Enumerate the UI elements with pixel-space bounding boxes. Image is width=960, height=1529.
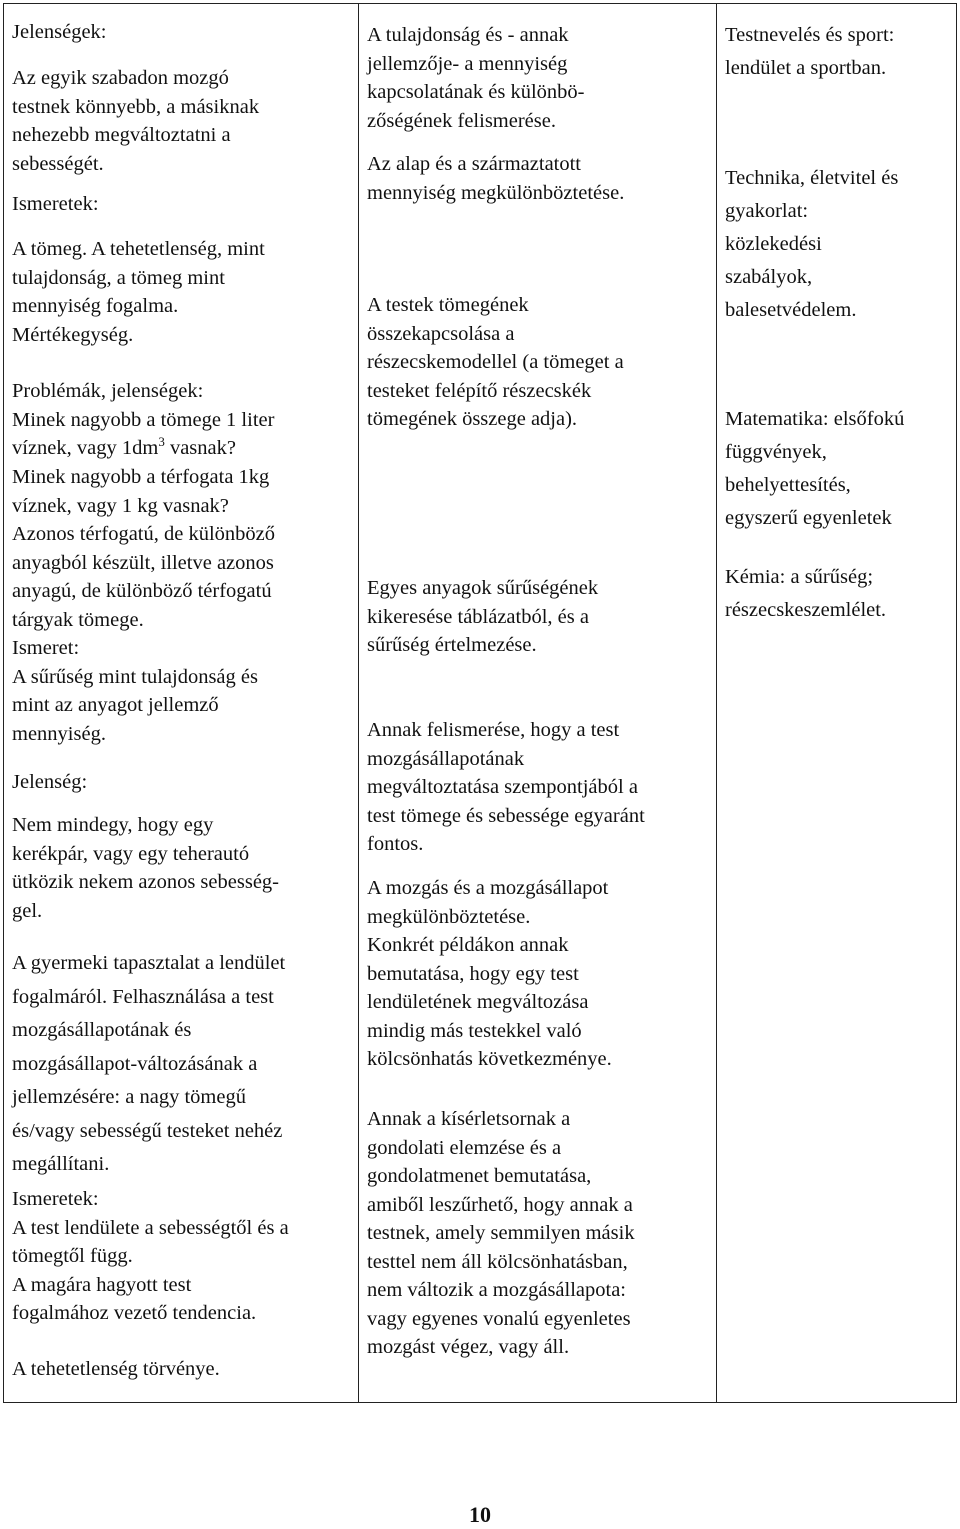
heading-ismeretek: Ismeretek: — [12, 193, 99, 215]
text-block: A tömeg. A tehetetlenség, mint tulajdonság, a tömeg mint mennyiség fogalma. Mértékegység. — [12, 238, 265, 346]
page-number: 10 — [469, 1502, 491, 1527]
text-block: Testnevelés és sport: lendület a sportban. — [725, 24, 895, 79]
text-block: Kémia: a sűrűség; részecskeszemlélet. — [725, 566, 887, 621]
column-phenomena — [4, 4, 359, 1402]
text-segment: víznek, vagy 1dm — [12, 437, 159, 459]
text-block: Matematika: elsőfokú függvények, behelyettesítés, egyszerű egyenletek — [725, 408, 905, 529]
heading-jelensegek: Jelenségek: — [12, 21, 107, 43]
text-block: Minek nagyobb a térfogata 1kg víznek, vagy 1 kg vasnak? Azonos térfogatú, de különböző anyagból készült, illetve azonos anyagú, de különböző térfogatú tárgyak tömege. Ismeret: A sűrűség mint tulajdonság és mint az anyagot jellemző mennyiség. — [12, 466, 276, 745]
text-block: A mozgás és a mozgásállapot megkülönböztetése. Konkrét példákon annak bemutatása, hogy egy test lendületének megváltozása mindig más testekkel való kölcsönhatás következménye. — [367, 877, 612, 1070]
text-line-with-superscript — [12, 434, 357, 463]
column-connections — [717, 4, 956, 1402]
text-block: Egyes anyagok sűrűségének kikeresése táblázatból, és a sűrűség értelmezése. — [367, 577, 599, 656]
text-block: A testek tömegének összekapcsolása a részecskemodellel (a tömeget a testeket felépítő részecskék tömegének összege adja). — [367, 294, 624, 430]
text-block: Ismeretek: A test lendülete a sebességtől és a tömegtől függ. A magára hagyott test fogalmához vezető tendencia. — [12, 1188, 289, 1324]
column-development-goals — [359, 4, 717, 1402]
text-block: A tehetetlenség törvénye. — [12, 1358, 220, 1380]
heading-jelenseg: Jelenség: — [12, 771, 88, 793]
text-block: Technika, életvitel és gyakorlat: közlekedési szabályok, balesetvédelem. — [725, 167, 899, 321]
text-block: A gyermeki tapasztalat a lendület fogalmáról. Felhasználása a test mozgásállapotának és mozgásállapot-változásának a jellemzésére: a nagy tömegű és/vagy sebességű testeket nehéz megállítani. — [12, 952, 286, 1175]
text-block: Nem mindegy, hogy egy kerékpár, vagy egy teherautó ütközik nekem azonos sebesség- gel. — [12, 814, 279, 922]
text-block: Annak a kísérletsornak a gondolati elemzése és a gondolatmenet bemutatása, amiből leszűrhető, hogy annak a testnek, amely semmilyen másik testtel nem áll kölcsönhatásban, nem változik a mozgásállapota: vagy egyenes vonalú egyenletes mozgást végez, vagy áll. — [367, 1108, 635, 1358]
curriculum-table — [3, 3, 957, 1403]
text-block: Az alap és a származtatott mennyiség megkülönböztetése. — [367, 153, 625, 204]
text-block: Annak felismerése, hogy a test mozgásállapotának megváltoztatása szempontjából a test tömege és sebessége egyaránt fontos. — [367, 719, 645, 855]
text-block: Problémák, jelenségek: Minek nagyobb a tömege 1 liter — [12, 380, 275, 431]
superscript: 3 — [158, 434, 165, 450]
text-block: A tulajdonság és - annak jellemzője- a mennyiség kapcsolatának és különbö- zőségének felismerése. — [367, 24, 585, 132]
text-segment: vasnak? — [164, 437, 236, 459]
text-block: Az egyik szabadon mozgó testnek könnyebb, a másiknak nehezebb megváltoztatni a sebességét. — [12, 67, 260, 175]
